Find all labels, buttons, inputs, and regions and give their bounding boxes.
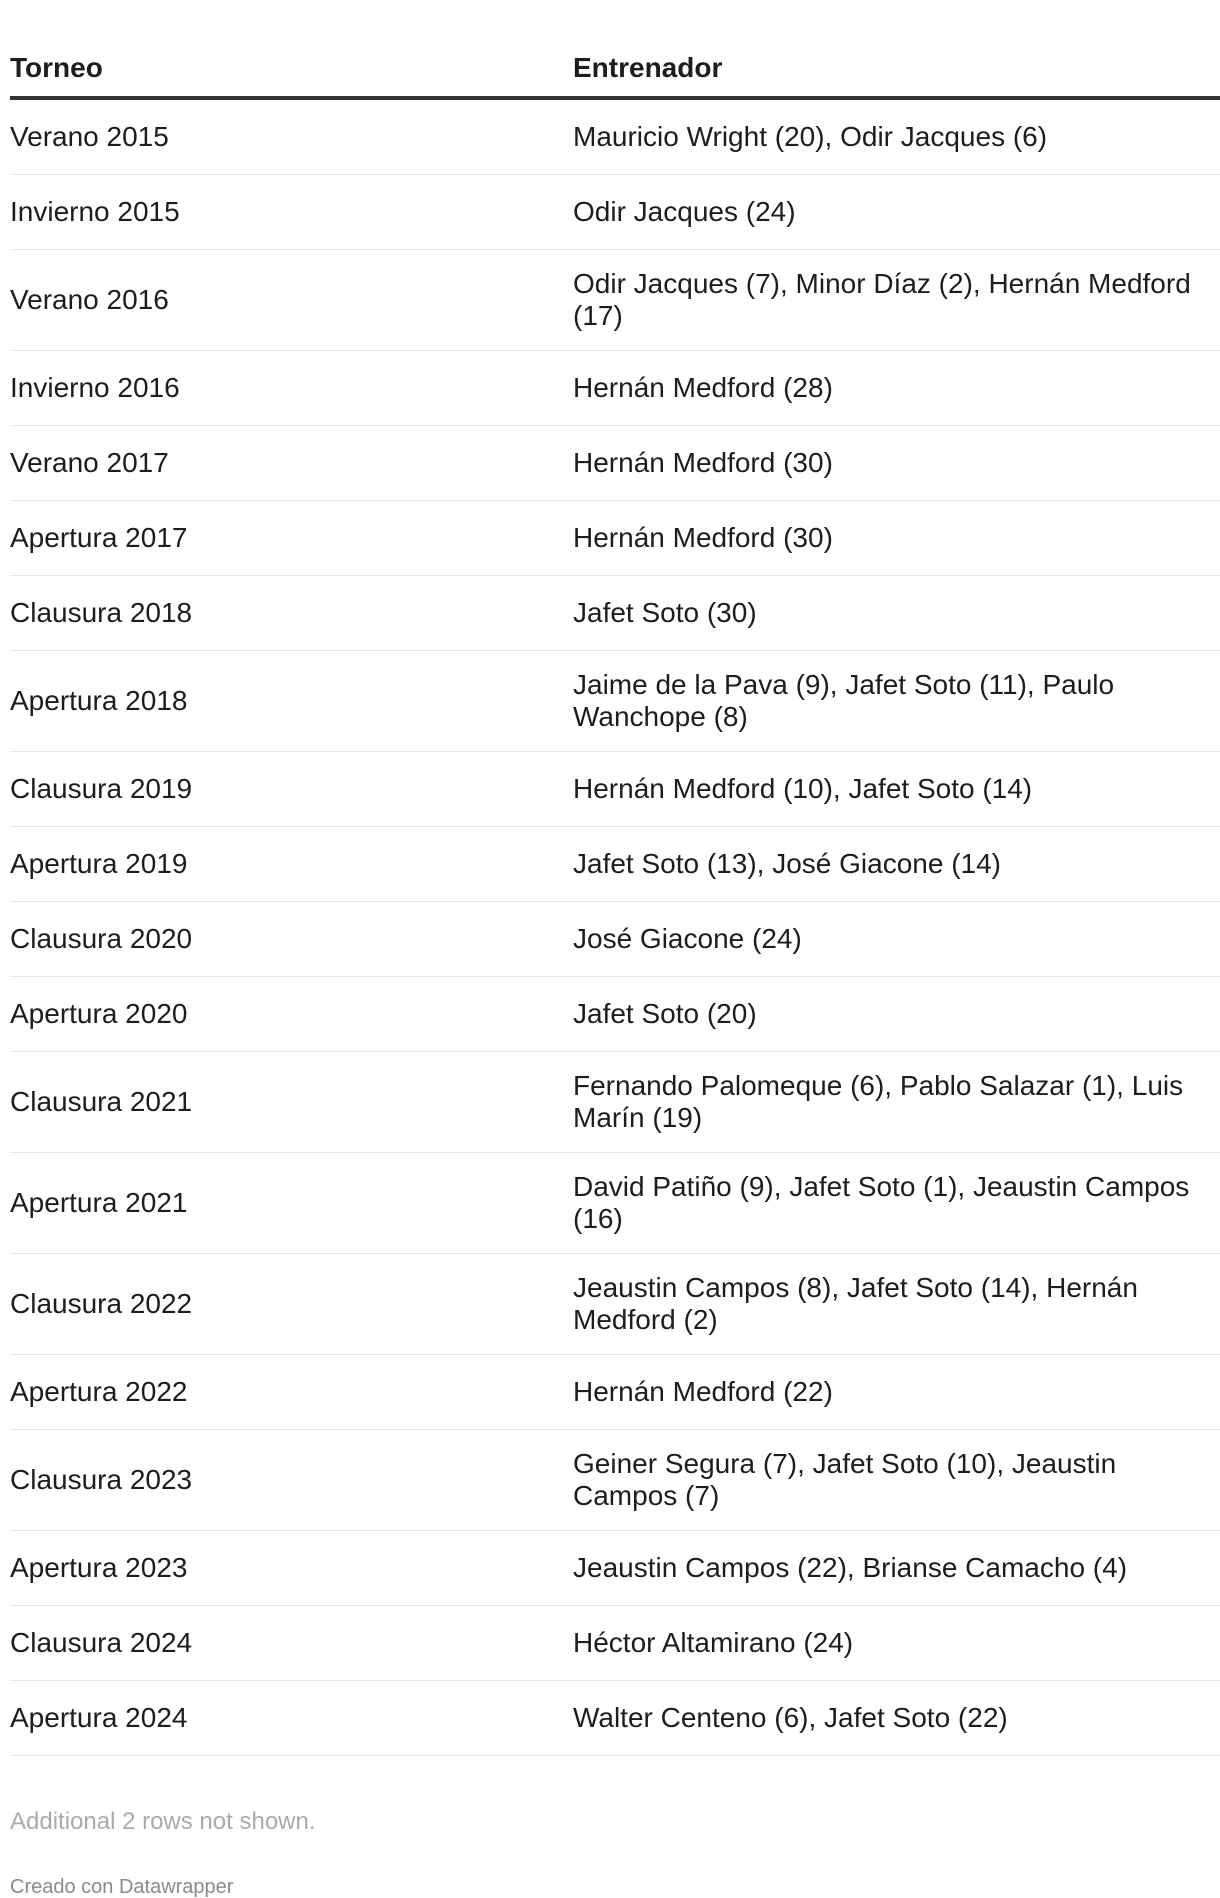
cell-torneo: Apertura 2023: [10, 1552, 188, 1583]
cell-entrenador: Hernán Medford (30): [573, 447, 833, 478]
column-header-entrenador[interactable]: Entrenador: [573, 52, 723, 83]
cell-entrenador: David Patiño (9), Jafet Soto (1), Jeaustin Campos (16): [573, 1171, 1190, 1234]
table-row: [10, 1153, 1220, 1254]
cell-entrenador: Hernán Medford (28): [573, 372, 833, 403]
cell-entrenador: Odir Jacques (24): [573, 196, 796, 227]
cell-entrenador: Mauricio Wright (20), Odir Jacques (6): [573, 121, 1048, 152]
table-row: [10, 1531, 1220, 1606]
cell-torneo: Clausura 2024: [10, 1627, 193, 1658]
cell-torneo: Clausura 2021: [10, 1086, 193, 1117]
cell-entrenador: Hernán Medford (10), Jafet Soto (14): [573, 773, 1033, 804]
cell-torneo: Clausura 2020: [10, 923, 193, 954]
cell-torneo: Clausura 2018: [10, 597, 193, 628]
cell-entrenador: Jeaustin Campos (8), Jafet Soto (14), Hernán Medford (2): [573, 1272, 1138, 1335]
table-row: [10, 1430, 1220, 1531]
table-body: [10, 100, 1220, 1756]
table-row: [10, 576, 1220, 651]
cell-entrenador: José Giacone (24): [573, 923, 802, 954]
cell-torneo: Verano 2017: [10, 447, 169, 478]
cell-torneo: Clausura 2022: [10, 1288, 193, 1319]
cell-torneo: Clausura 2019: [10, 773, 193, 804]
table-row: [10, 827, 1220, 902]
table-row: [10, 1355, 1220, 1430]
cell-entrenador: Jaime de la Pava (9), Jafet Soto (11), Paulo Wanchope (8): [573, 669, 1115, 732]
cell-torneo: Apertura 2020: [10, 998, 188, 1029]
table-notes: Additional 2 rows not shown.: [10, 1808, 316, 1835]
column-header-torneo[interactable]: Torneo: [10, 52, 103, 83]
table-row: [10, 1052, 1220, 1153]
cell-torneo: Apertura 2017: [10, 522, 188, 553]
table-row: [10, 1606, 1220, 1681]
cell-torneo: Verano 2015: [10, 121, 169, 152]
table-row: [10, 426, 1220, 501]
cell-entrenador: Jafet Soto (20): [573, 998, 757, 1029]
cell-entrenador: Odir Jacques (7), Minor Díaz (2), Hernán Medford (17): [573, 268, 1191, 331]
cell-entrenador: Fernando Palomeque (6), Pablo Salazar (1), Luis Marín (19): [573, 1070, 1184, 1133]
table-row: [10, 1681, 1220, 1756]
cell-entrenador: Héctor Altamirano (24): [573, 1627, 854, 1658]
table-row: [10, 501, 1220, 576]
cell-entrenador: Hernán Medford (30): [573, 522, 833, 553]
table-header-row: [10, 40, 1220, 100]
cell-torneo: Invierno 2016: [10, 372, 180, 403]
cell-entrenador: Jafet Soto (13), José Giacone (14): [573, 848, 1001, 879]
cell-torneo: Apertura 2022: [10, 1376, 188, 1407]
table-row: [10, 351, 1220, 426]
table-row: [10, 902, 1220, 977]
cell-torneo: Apertura 2019: [10, 848, 188, 879]
table-row: [10, 752, 1220, 827]
cell-torneo: Invierno 2015: [10, 196, 180, 227]
cell-entrenador: Jeaustin Campos (22), Brianse Camacho (4): [573, 1552, 1128, 1583]
datawrapper-credit: Creado con Datawrapper: [10, 1876, 234, 1898]
cell-torneo: Apertura 2024: [10, 1702, 188, 1733]
cell-entrenador: Jafet Soto (30): [573, 597, 757, 628]
cell-torneo: Clausura 2023: [10, 1464, 193, 1495]
cell-entrenador: Hernán Medford (22): [573, 1376, 833, 1407]
cell-entrenador: Geiner Segura (7), Jafet Soto (10), Jeaustin Campos (7): [573, 1448, 1117, 1511]
cell-torneo: Apertura 2021: [10, 1187, 188, 1218]
table-row: [10, 1254, 1220, 1355]
table-row: [10, 175, 1220, 250]
table-row: [10, 100, 1220, 175]
table-row: [10, 250, 1220, 351]
table-row: [10, 977, 1220, 1052]
cell-torneo: Apertura 2018: [10, 685, 188, 716]
data-table: [10, 40, 1220, 1756]
table-row: [10, 651, 1220, 752]
cell-entrenador: Walter Centeno (6), Jafet Soto (22): [573, 1702, 1008, 1733]
cell-torneo: Verano 2016: [10, 284, 169, 315]
